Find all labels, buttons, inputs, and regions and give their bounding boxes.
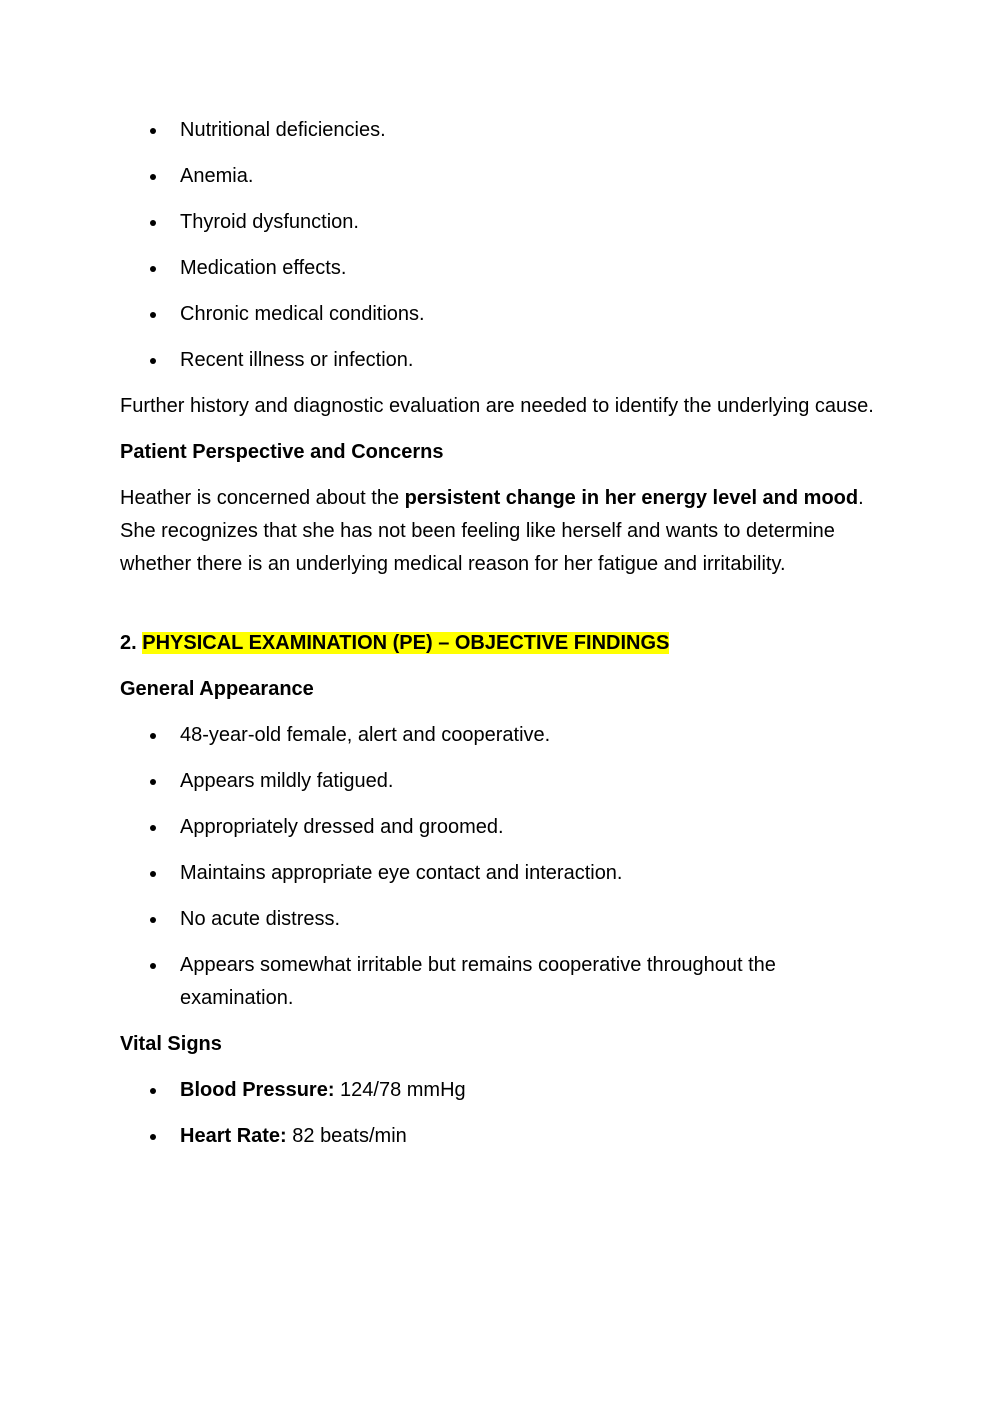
bullet-icon [150, 917, 156, 923]
list-item [120, 160, 880, 193]
bullet-icon [150, 779, 156, 785]
section-title: PHYSICAL EXAMINATION (PE) – OBJECTIVE FINDINGS [142, 632, 670, 654]
vital-sign-label: Blood Pressure: [180, 1079, 335, 1101]
document-page [120, 114, 880, 1166]
general-appearance-list [120, 719, 880, 1015]
list-item-text: Appears mildly fatigued. [180, 770, 394, 792]
list-item-text: Maintains appropriate eye contact and interaction. [180, 862, 623, 884]
perspective-text-bold: persistent change in her energy level and mood [404, 487, 859, 509]
perspective-text-start: Heather is concerned about the [120, 487, 405, 509]
perspective-heading: Patient Perspective and Concerns [120, 441, 444, 463]
list-item-text: Medication effects. [180, 257, 347, 279]
list-item-text: No acute distress. [180, 908, 341, 930]
bullet-icon [150, 1134, 156, 1140]
list-item-text: Thyroid dysfunction. [180, 211, 359, 233]
list-item [120, 114, 880, 147]
vital-sign-item [120, 1074, 880, 1107]
list-item-text: Nutritional deficiencies. [180, 119, 386, 141]
list-item-text: Chronic medical conditions. [180, 303, 425, 325]
vital-signs-list [120, 1074, 880, 1153]
list-item [120, 857, 880, 890]
list-item [120, 298, 880, 331]
section-number: 2. [120, 632, 143, 654]
vital-sign-value: 124/78 mmHg [334, 1079, 466, 1101]
bullet-icon [150, 1088, 156, 1094]
section-heading [120, 627, 880, 660]
list-item [120, 719, 880, 752]
bullet-icon [150, 128, 156, 134]
list-item [120, 811, 880, 844]
list-item-text: Appropriately dressed and groomed. [180, 816, 504, 838]
perspective-paragraph [120, 482, 880, 581]
evaluation-paragraph: Further history and diagnostic evaluation are needed to identify the underlying cause. [120, 395, 874, 417]
bullet-icon [150, 220, 156, 226]
general-appearance-heading: General Appearance [120, 678, 314, 700]
bullet-icon [150, 312, 156, 318]
list-item-text: Anemia. [180, 165, 254, 187]
vital-sign-value: 82 beats/min [286, 1125, 407, 1147]
list-item [120, 344, 880, 377]
bullet-icon [150, 871, 156, 877]
vital-sign-label: Heart Rate: [180, 1125, 287, 1147]
perspective-text-end: . She recognizes that she has not been feeling like herself and wants to determine whether there is an underlying medical reason for her fatigue and irritability. [120, 487, 864, 575]
list-item-text: 48-year-old female, alert and cooperative. [180, 724, 551, 746]
list-item-text: Recent illness or infection. [180, 349, 414, 371]
list-item [120, 252, 880, 285]
list-item-text: Appears somewhat irritable but remains cooperative throughout the examination. [180, 954, 776, 1009]
bullet-icon [150, 358, 156, 364]
bullet-icon [150, 266, 156, 272]
bullet-icon [150, 733, 156, 739]
vital-signs-heading: Vital Signs [120, 1033, 222, 1055]
bullet-icon [150, 825, 156, 831]
bullet-icon [150, 963, 156, 969]
list-item [120, 903, 880, 936]
causes-list [120, 114, 880, 377]
vital-sign-item [120, 1120, 880, 1153]
list-item [120, 949, 880, 1015]
list-item [120, 765, 880, 798]
list-item [120, 206, 880, 239]
bullet-icon [150, 174, 156, 180]
